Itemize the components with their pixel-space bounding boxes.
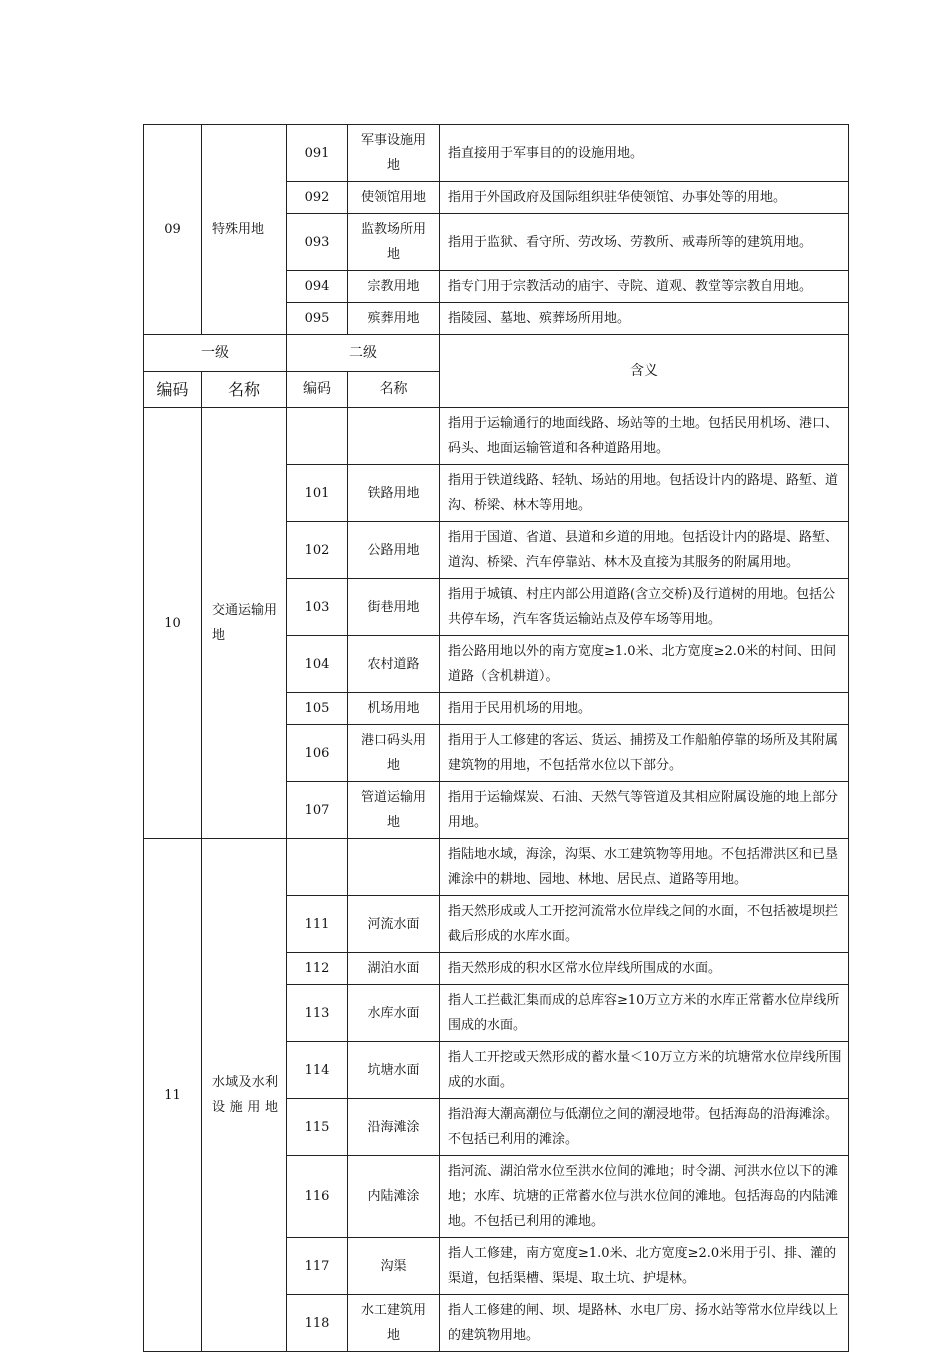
meaning-cell: 指陵园、墓地、殡葬场所用地。 xyxy=(440,303,849,335)
level2-code: 118 xyxy=(287,1295,348,1352)
level2-code: 114 xyxy=(287,1042,348,1099)
level2-name: 农村道路 xyxy=(348,636,440,693)
level2-code: 107 xyxy=(287,782,348,839)
header-level2-code: 编码 xyxy=(287,372,348,408)
table-row xyxy=(144,125,849,182)
level2-name: 铁路用地 xyxy=(348,465,440,522)
level1-name: 特殊用地 xyxy=(202,125,287,335)
meaning-cell: 指天然形成的积水区常水位岸线所围成的水面。 xyxy=(440,953,849,985)
level2-code: 115 xyxy=(287,1099,348,1156)
level2-name: 坑塘水面 xyxy=(348,1042,440,1099)
level2-name: 殡葬用地 xyxy=(348,303,440,335)
level2-code xyxy=(287,839,348,896)
level2-name xyxy=(348,839,440,896)
meaning-cell: 指专门用于宗教活动的庙宇、寺院、道观、教堂等宗教自用地。 xyxy=(440,271,849,303)
meaning-cell: 指陆地水域，海涂，沟渠、水工建筑物等用地。不包括滞洪区和已垦滩涂中的耕地、园地、林地、居民点、道路等用地。 xyxy=(440,839,849,896)
meaning-cell: 指用于运输通行的地面线路、场站等的土地。包括民用机场、港口、码头、地面运输管道和各种道路用地。 xyxy=(440,408,849,465)
level2-code: 103 xyxy=(287,579,348,636)
level2-name: 沟渠 xyxy=(348,1238,440,1295)
level2-code: 095 xyxy=(287,303,348,335)
meaning-cell: 指天然形成或人工开挖河流常水位岸线之间的水面，不包括被堤坝拦截后形成的水库水面。 xyxy=(440,896,849,953)
level2-name: 宗教用地 xyxy=(348,271,440,303)
level2-code: 117 xyxy=(287,1238,348,1295)
level2-name: 使领馆用地 xyxy=(348,182,440,214)
meaning-cell: 指人工拦截汇集而成的总库容≥10万立方米的水库正常蓄水位岸线所围成的水面。 xyxy=(440,985,849,1042)
level2-code: 101 xyxy=(287,465,348,522)
level2-name: 湖泊水面 xyxy=(348,953,440,985)
level2-code: 102 xyxy=(287,522,348,579)
level2-code: 091 xyxy=(287,125,348,182)
meaning-cell: 指用于监狱、看守所、劳改场、劳教所、戒毒所等的建筑用地。 xyxy=(440,214,849,271)
level2-name: 内陆滩涂 xyxy=(348,1156,440,1238)
level2-name: 水库水面 xyxy=(348,985,440,1042)
level2-code: 093 xyxy=(287,214,348,271)
level2-name: 水工建筑用地 xyxy=(348,1295,440,1352)
meaning-cell: 指用于人工修建的客运、货运、捕捞及工作船舶停靠的场所及其附属建筑物的用地，不包括常水位以下部分。 xyxy=(440,725,849,782)
level1-name: 水域及水利设施用地 xyxy=(202,839,287,1352)
header-level1-code: 编码 xyxy=(144,372,202,408)
meaning-cell: 指公路用地以外的南方宽度≥1.0米、北方宽度≥2.0米的村间、田间道路（含机耕道）。 xyxy=(440,636,849,693)
meaning-cell: 指用于运输煤炭、石油、天然气等管道及其相应附属设施的地上部分用地。 xyxy=(440,782,849,839)
meaning-cell: 指人工开挖或天然形成的蓄水量＜10万立方米的坑塘常水位岸线所围成的水面。 xyxy=(440,1042,849,1099)
level2-name: 河流水面 xyxy=(348,896,440,953)
meaning-cell: 指河流、湖泊常水位至洪水位间的滩地；时令湖、河洪水位以下的滩地；水库、坑塘的正常蓄水位与洪水位间的滩地。包括海岛的内陆滩地。不包括已利用的滩地。 xyxy=(440,1156,849,1238)
level2-name xyxy=(348,408,440,465)
level2-code: 104 xyxy=(287,636,348,693)
meaning-cell: 指沿海大潮高潮位与低潮位之间的潮浸地带。包括海岛的沿海滩涂。不包括已利用的滩涂。 xyxy=(440,1099,849,1156)
level2-name: 监教场所用地 xyxy=(348,214,440,271)
level2-name: 港口码头用地 xyxy=(348,725,440,782)
level2-code xyxy=(287,408,348,465)
level2-code: 106 xyxy=(287,725,348,782)
meaning-cell: 指人工修建的闸、坝、堤路林、水电厂房、扬水站等常水位岸线以上的建筑物用地。 xyxy=(440,1295,849,1352)
level1-code: 09 xyxy=(144,125,202,335)
meaning-cell: 指用于外国政府及国际组织驻华使领馆、办事处等的用地。 xyxy=(440,182,849,214)
level2-code: 112 xyxy=(287,953,348,985)
level2-code: 111 xyxy=(287,896,348,953)
level2-name: 军事设施用地 xyxy=(348,125,440,182)
meaning-cell: 指直接用于军事目的的设施用地。 xyxy=(440,125,849,182)
level2-code: 094 xyxy=(287,271,348,303)
level1-code: 11 xyxy=(144,839,202,1352)
level2-name: 管道运输用地 xyxy=(348,782,440,839)
header-level2-name: 名称 xyxy=(348,372,440,408)
level2-code: 092 xyxy=(287,182,348,214)
meaning-cell: 指用于铁道线路、轻轨、场站的用地。包括设计内的路堤、路堑、道沟、桥梁、林木等用地。 xyxy=(440,465,849,522)
table-row xyxy=(144,839,849,896)
level2-name: 街巷用地 xyxy=(348,579,440,636)
meaning-cell: 指用于民用机场的用地。 xyxy=(440,693,849,725)
level2-name: 沿海滩涂 xyxy=(348,1099,440,1156)
meaning-cell: 指用于国道、省道、县道和乡道的用地。包括设计内的路堤、路堑、道沟、桥梁、汽车停靠站、林木及直接为其服务的附属用地。 xyxy=(440,522,849,579)
level2-code: 105 xyxy=(287,693,348,725)
table-header-row xyxy=(144,335,849,372)
level1-name: 交通运输用地 xyxy=(202,408,287,839)
level2-name: 公路用地 xyxy=(348,522,440,579)
level2-code: 116 xyxy=(287,1156,348,1238)
header-meaning: 含义 xyxy=(440,335,849,408)
level1-code: 10 xyxy=(144,408,202,839)
level2-name: 机场用地 xyxy=(348,693,440,725)
table-row xyxy=(144,408,849,465)
header-level1: 一级 xyxy=(144,335,287,372)
header-level2: 二级 xyxy=(287,335,440,372)
land-classification-table xyxy=(143,124,849,1352)
meaning-cell: 指人工修建，南方宽度≥1.0米、北方宽度≥2.0米用于引、排、灌的渠道，包括渠槽、渠堤、取土坑、护堤林。 xyxy=(440,1238,849,1295)
header-level1-name: 名称 xyxy=(202,372,287,408)
level2-code: 113 xyxy=(287,985,348,1042)
meaning-cell: 指用于城镇、村庄内部公用道路(含立交桥)及行道树的用地。包括公共停车场，汽车客货运输站点及停车场等用地。 xyxy=(440,579,849,636)
